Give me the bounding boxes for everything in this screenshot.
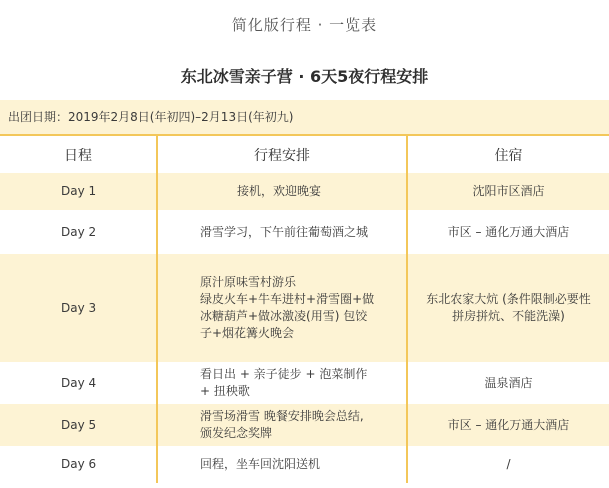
activity-line: 绿皮火车+牛车进村+滑雪圈+做 xyxy=(200,292,375,306)
hotel-line: 沈阳市区酒店 xyxy=(472,184,545,198)
activity-line: 子+烟花篝火晚会 xyxy=(200,326,295,340)
day-cell: Day 3 xyxy=(0,254,157,362)
hotel-line: 温泉酒店 xyxy=(484,375,533,390)
hotel-cell xyxy=(407,446,609,483)
day-cell: Day 1 xyxy=(0,173,157,210)
departure-date-bar: 出团日期：2019年2月8日(年初四)–2月13日(年初九) xyxy=(0,100,609,136)
activity-line: + 扭秧歌 xyxy=(200,384,250,398)
activity-line: 颁发纪念奖牌 xyxy=(200,426,273,440)
activity-line: 看日出 + 亲子徒步 + 泡菜制作 xyxy=(200,367,368,381)
table-row xyxy=(0,210,609,254)
day-cell: Day 5 xyxy=(0,404,157,446)
table-header-row xyxy=(0,136,609,173)
hotel-cell xyxy=(407,173,609,210)
activity-cell xyxy=(157,446,407,483)
activity-cell xyxy=(157,254,407,362)
activity-line: 原汁原味雪村游乐 xyxy=(200,275,297,289)
hotel-cell xyxy=(407,210,609,254)
table-row xyxy=(0,254,609,362)
page-subtitle: 简化版行程 · 一览表 xyxy=(231,16,378,34)
day-cell: Day 6 xyxy=(0,446,157,483)
activity-cell xyxy=(157,173,407,210)
header-schedule: 日程 xyxy=(0,136,157,173)
activity-cell xyxy=(157,210,407,254)
hotel-line: 市区 – 通化万通大酒店 xyxy=(447,417,570,432)
activity-cell xyxy=(157,362,407,404)
day-cell: Day 4 xyxy=(0,362,157,404)
activity-line: 冰糖葫芦+做冰激凌(用雪) 包饺 xyxy=(200,309,368,323)
itinerary-table xyxy=(0,136,609,483)
header-accommodation: 住宿 xyxy=(407,136,609,173)
activity-line: 滑雪学习，下午前往葡萄酒之城 xyxy=(200,224,369,239)
hotel-line: 市区 – 通化万通大酒店 xyxy=(447,224,570,239)
hotel-line: 东北农家大炕 (条件限制必要性 xyxy=(426,292,591,306)
activity-line: 接机，欢迎晚宴 xyxy=(236,184,321,198)
activity-line: 回程，坐车回沈阳送机 xyxy=(200,457,321,471)
table-row xyxy=(0,173,609,210)
hotel-line: 拼房拼炕、不能洗澡) xyxy=(452,309,565,323)
hotel-cell xyxy=(407,254,609,362)
table-row xyxy=(0,362,609,404)
activity-line: 滑雪场滑雪 晚餐安排晚会总结, xyxy=(200,409,364,423)
hotel-cell xyxy=(407,362,609,404)
page-title: 东北冰雪亲子营 · 6天5夜行程安排 xyxy=(180,67,429,86)
table-row xyxy=(0,446,609,483)
day-cell: Day 2 xyxy=(0,210,157,254)
hotel-cell xyxy=(407,404,609,446)
header-itinerary: 行程安排 xyxy=(157,136,407,173)
table-row xyxy=(0,404,609,446)
activity-cell xyxy=(157,404,407,446)
hotel-line: / xyxy=(506,457,511,471)
